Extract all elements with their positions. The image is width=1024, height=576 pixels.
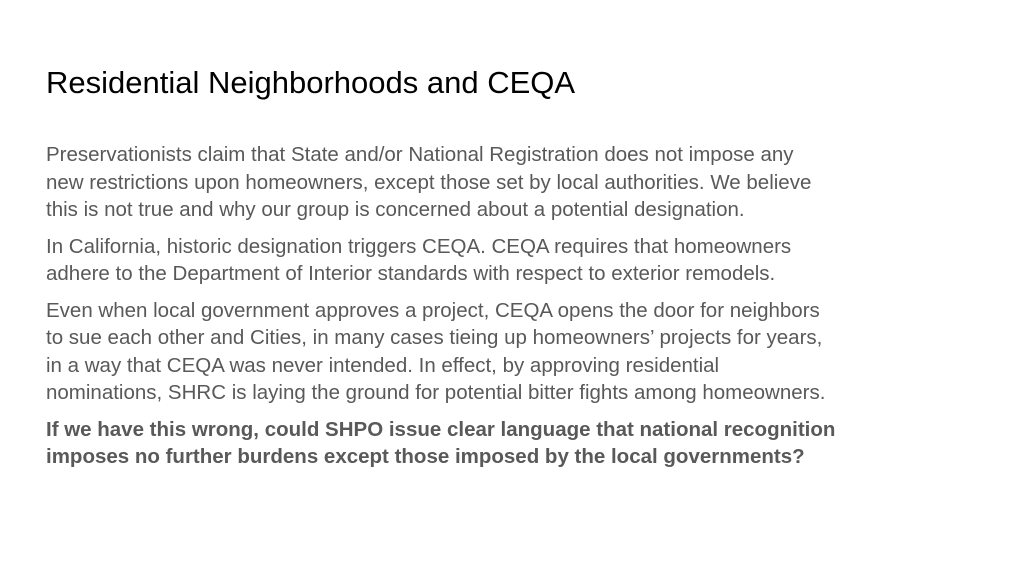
paragraph-line: to sue each other and Cities, in many cases tieing up homeowners’ projects for years,: [46, 326, 823, 349]
paragraph-line: this is not true and why our group is concerned about a potential designation.: [46, 198, 745, 221]
paragraph-lawsuit-risk: [46, 297, 996, 407]
paragraph-shpo-question: [46, 416, 996, 471]
slide-body: [46, 141, 996, 480]
paragraph-line: If we have this wrong, could SHPO issue clear language that national recognition: [46, 417, 836, 441]
paragraph-line: new restrictions upon homeowners, except those set by local authorities. We believe: [46, 170, 812, 194]
paragraph-line: Even when local government approves a project, CEQA opens the door for neighbors: [46, 298, 820, 322]
paragraph-ceqa-trigger: [46, 233, 996, 288]
paragraph-line: imposes no further burdens except those imposed by the local governments?: [46, 445, 805, 468]
paragraph-registration-claim: [46, 141, 996, 224]
paragraph-line: adhere to the Department of Interior standards with respect to exterior remodels.: [46, 262, 776, 285]
paragraph-line: In California, historic designation triggers CEQA. CEQA requires that homeowners: [46, 234, 792, 258]
paragraph-line: nominations, SHRC is laying the ground for potential bitter fights among homeowners.: [46, 381, 826, 404]
slide-title: Residential Neighborhoods and CEQA: [46, 65, 576, 100]
paragraph-line: Preservationists claim that State and/or National Registration does not impose any: [46, 143, 794, 166]
paragraph-line: in a way that CEQA was never intended. In effect, by approving residential: [46, 353, 720, 377]
